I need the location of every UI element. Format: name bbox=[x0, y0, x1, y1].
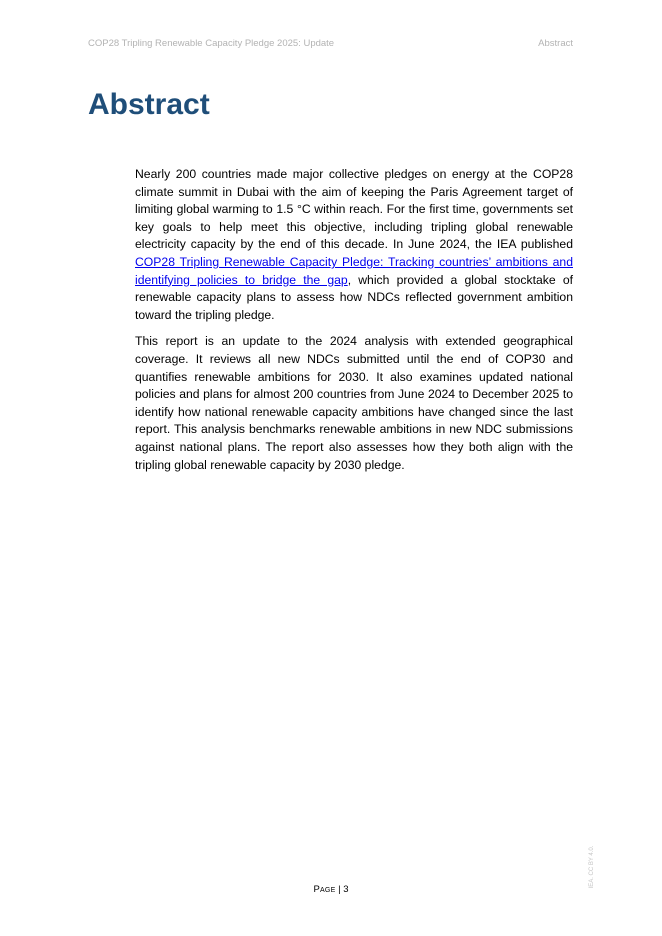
page-number: 3 bbox=[343, 884, 349, 895]
page-title: Abstract bbox=[88, 88, 210, 121]
license-notice: IEA. CC BY 4.0. bbox=[589, 845, 595, 889]
paragraph-1-text-after-link: , which provided a global stocktake of renewable capacity plans to assess how NDCs reflected government ambition toward the tripling pledge. bbox=[135, 272, 573, 322]
paragraph-1 bbox=[135, 166, 573, 324]
page-label: Page bbox=[313, 884, 336, 895]
header-report-title: COP28 Tripling Renewable Capacity Pledge 2025: Update bbox=[88, 38, 335, 49]
header-section-name: Abstract bbox=[538, 38, 573, 49]
report-link[interactable]: COP28 Tripling Renewable Capacity Pledge: Tracking countries’ ambitions and identifying policies to bridge the gap bbox=[135, 254, 573, 287]
abstract-body bbox=[135, 166, 573, 483]
paragraph-2: This report is an update to the 2024 analysis with extended geographical coverage. It reviews all new NDCs submitted until the end of COP30 and quantifies renewable ambitions for 2030. It also examines updated national policies and plans for almost 200 countries from June 2024 to December 2025 to identify how national renewable capacity ambitions have changed since the last report. This analysis benchmarks renewable ambitions in new NDC submissions against national plans. The report also assesses how they both align with the tripling global renewable capacity by 2030 pledge. bbox=[135, 334, 573, 472]
page-footer bbox=[0, 884, 662, 895]
page-separator: | bbox=[335, 884, 344, 895]
paragraph-1-text-before-link: Nearly 200 countries made major collective pledges on energy at the COP28 climate summit in Dubai with the aim of keeping the Paris Agreement target of limiting global warming to 1.5 °C within reach. For the first time, governments set key goals to help meet this objective, including tripling global renewable electricity capacity by the end of this decade. In June 2024, the IEA published bbox=[135, 167, 573, 252]
